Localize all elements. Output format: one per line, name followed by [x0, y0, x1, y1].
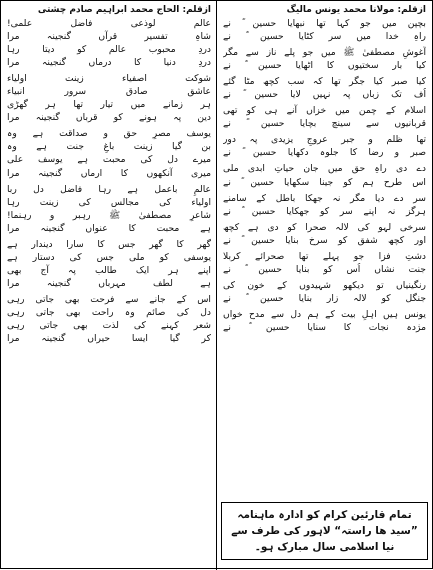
- poem-line: ہرگز نہ اپنے سر کو جھکایا حسین ؓ نے: [223, 205, 426, 217]
- poem-line: اسلام کے چمن میں خزاں آنے ہی کو تھی: [223, 105, 426, 117]
- poem-line: سر دے دیا مگر نہ جھکا باطل کے سامنے: [223, 192, 426, 204]
- poem-line: یونس ہیں اہلِ بیت کے ہم دل سے مدح خواں: [223, 308, 426, 320]
- poem-line: تھا ظلم و جبر عروجِ یزیدی پہ دور: [223, 134, 426, 146]
- poem-line: ہر زمانے میں تیار تھا ہر گھڑی: [7, 99, 211, 111]
- poem-line: میری آنکھوں کا ارماں گنجینہ مرا: [7, 167, 211, 179]
- right-poem-column: [216, 1, 432, 570]
- poem-line: مژدہ نجات کا سنایا حسین ؓ نے: [223, 321, 426, 333]
- poem-line: کر گیا ایسا حیراں گنجینہ مرا: [7, 333, 211, 345]
- poem-line: بن گیا زینت باغِ جنت ہے وہ: [7, 141, 211, 153]
- poem-line: عاشق صادق سرور انبیاء: [7, 86, 211, 98]
- poem-line: شوکت اصفیاء زینت اولیاء: [7, 73, 211, 85]
- poem-line: یوسفی کو ملی جس کی دستار ہے: [7, 251, 211, 263]
- poem-line: دردِ دنیا کا درماں گنجینہ مرا: [7, 57, 211, 69]
- new-year-notice-text: تمام قارئین کرام کو ادارہ ماہنامہ ”سید ھا راستہ“ لاہور کی طرف سے نیا اسلامی سال مبارک ہو۔: [231, 509, 418, 553]
- poem-line: شعر کہنے کی لذت بھی جاتی رہی: [7, 320, 211, 332]
- poem-line: کیا صبر کیا جگر تھا کہ سب کچھ مٹا گئے: [223, 76, 426, 88]
- poem-line: دل کی صائم وہ راحت بھی جاتی رہی: [7, 306, 211, 318]
- right-poem-body: [217, 17, 432, 334]
- new-year-notice-box: [221, 502, 428, 560]
- poem-line: دشتِ فزا جو پہلے تھا صحرائے کربلا: [223, 250, 426, 262]
- left-poem-column: [1, 1, 217, 570]
- poem-line: شاہِ تفسیر قرآں گنجینہ مرا: [7, 31, 211, 43]
- poem-line: میرے دل کی محبت ہے یوسف علی: [7, 154, 211, 166]
- poem-line: بچپن میں جو کہا تھا نبھایا حسین ؓ نے: [223, 18, 426, 29]
- poem-line: راہِ خدا میں سر کٹایا حسین ؓ نے: [223, 31, 426, 43]
- poem-line: سرخی لہو کی لالہ صحرا کو دی ہے کچھ: [223, 221, 426, 233]
- poem-line: قربانیوں سے سینچ بچایا حسین ؓ نے: [223, 118, 426, 130]
- poem-line: اپنے ہر ایک طالب پہ آج بھی: [7, 264, 211, 276]
- poem-line: یوسف مصرِ حق و صداقت ہے وہ: [7, 128, 211, 140]
- poem-line: عالمِ باعمل ہے رہا فاضل دل ربا: [7, 183, 211, 195]
- poem-line: شاعرِ مصطفیٰ ﷺ رہبر و رہنما!: [7, 209, 211, 221]
- poem-line: اس کے جانے سے فرحت بھی جاتی رہی: [7, 293, 211, 305]
- poem-line: ہے محبت کا عنواں گنجینہ مرا: [7, 222, 211, 234]
- poem-line: دردِ محبوب عالم کو دیتا رہا: [7, 44, 211, 56]
- poem-line: اولیاء کی مجالس کی زینت رہا: [7, 196, 211, 208]
- poem-line: آغوشِ مصطفیٰ ﷺ میں جو پلے ناز سے مگر: [223, 47, 426, 59]
- poem-line: صبر و رضا کا جلوہ دکھایا حسین ؓ نے: [223, 147, 426, 159]
- poem-line: جنگل کو لالہ زار بنایا حسین ؓ نے: [223, 292, 426, 304]
- poem-line: عالم لوذعی فاضل علمی!: [7, 18, 211, 29]
- poem-line: ہے لطف مہرباں گنجینہ مرا: [7, 277, 211, 289]
- poem-line: اور کچھ شفق کو سرخ بنایا حسین ؓ نے: [223, 234, 426, 246]
- left-poem-author: ازقلم: الحاج محمد ابراہیم صادم چشتی: [37, 5, 211, 15]
- poem-line: رنگینیاں تو دیکھو شہیدوں کے خون کی: [223, 279, 426, 291]
- poem-line: گھر کا گھر جس کا سارا دیندار ہے: [7, 238, 211, 250]
- poem-line: دین پہ ہونے کو قرباں گنجینہ مرا: [7, 112, 211, 124]
- poem-line: اس طرح ہم کو جینا سکھایا حسین ؓ نے: [223, 176, 426, 188]
- poem-line: دے دی راہِ حق میں جان حیاتِ ابدی ملی: [223, 163, 426, 175]
- poem-line: جنت نشاں اُس کو بنایا حسین ؓ نے: [223, 263, 426, 275]
- right-poem-author: ازقلم: مولانا محمد یونس مالیگ: [286, 5, 426, 15]
- poem-line: کیا بار سختیوں کا اٹھایا حسین ؓ نے: [223, 60, 426, 72]
- poem-line: اُف تک زباں پہ نہیں لایا حسین ؓ نے: [223, 89, 426, 101]
- left-poem-body: [1, 17, 217, 345]
